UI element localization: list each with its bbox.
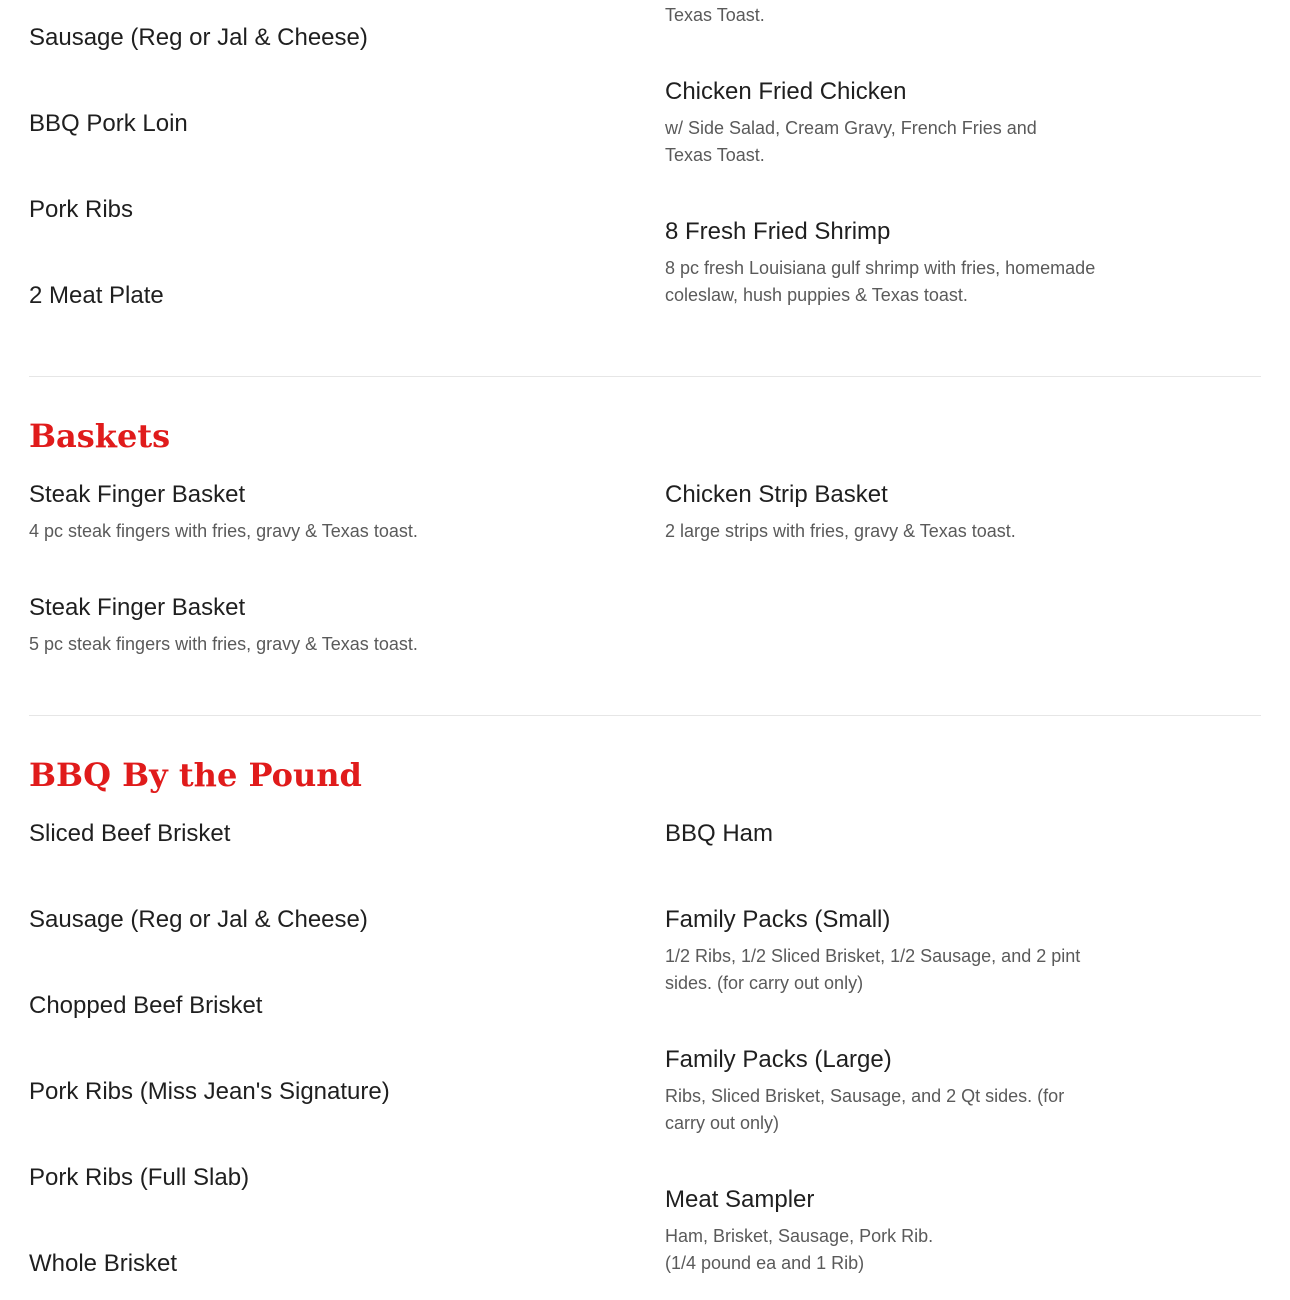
menu-item-name: Meat Sampler: [665, 1186, 815, 1213]
menu-item-name: Chicken Fried Chicken: [665, 78, 907, 105]
menu-item-name: 2 Meat Plate: [29, 282, 164, 309]
menu-item-name: Chicken Strip Basket: [665, 481, 888, 508]
section-divider: [29, 715, 1261, 716]
menu-item-description: 4 pc steak fingers with fries, gravy & Texas toast.: [29, 521, 418, 541]
menu-item-name: Sliced Beef Brisket: [29, 820, 231, 847]
menu-item-description: Texas Toast.: [665, 5, 765, 25]
menu-item-description: 1/2 Ribs, 1/2 Sliced Brisket, 1/2 Sausage, and 2 pint sides. (for carry out only): [665, 946, 1081, 993]
menu-item-name: Pork Ribs (Miss Jean's Signature): [29, 1078, 390, 1105]
menu-item-description: 5 pc steak fingers with fries, gravy & Texas toast.: [29, 634, 418, 654]
menu-item-name: Pork Ribs (Full Slab): [29, 1164, 250, 1191]
menu-item-description: w/ Side Salad, Cream Gravy, French Fries and Texas Toast.: [665, 118, 1037, 165]
menu-item-name: Sausage (Reg or Jal & Cheese): [29, 906, 368, 933]
menu-item-name: BBQ Pork Loin: [29, 110, 188, 137]
menu-item-name: BBQ Ham: [665, 820, 774, 847]
menu-item-name: 8 Fresh Fried Shrimp: [665, 218, 891, 245]
menu-item-name: Family Packs (Small): [665, 906, 891, 933]
menu-item-name: Sausage (Reg or Jal & Cheese): [29, 24, 368, 51]
menu-item-description: 8 pc fresh Louisiana gulf shrimp with fries, homemade coleslaw, hush puppies & Texas toast.: [665, 258, 1096, 305]
menu-item-name: Steak Finger Basket: [29, 594, 246, 621]
menu-item-description: Ribs, Sliced Brisket, Sausage, and 2 Qt sides. (for carry out only): [665, 1086, 1065, 1133]
section-divider: [29, 376, 1261, 377]
menu-item-name: Chopped Beef Brisket: [29, 992, 263, 1019]
menu-item-name: Steak Finger Basket: [29, 481, 246, 508]
menu-item-description: (1/4 pound ea and 1 Rib): [665, 1253, 865, 1273]
menu-item-description: 2 large strips with fries, gravy & Texas toast.: [665, 521, 1016, 541]
section-title-baskets: Baskets: [29, 417, 171, 455]
menu-item-description: Ham, Brisket, Sausage, Pork Rib.: [665, 1226, 934, 1246]
menu-item-name: Pork Ribs: [29, 196, 134, 223]
section-title-bbq-by-the-pound: BBQ By the Pound: [29, 756, 362, 794]
menu-item-name: Whole Brisket: [29, 1250, 178, 1277]
menu-item-name: Family Packs (Large): [665, 1046, 892, 1073]
